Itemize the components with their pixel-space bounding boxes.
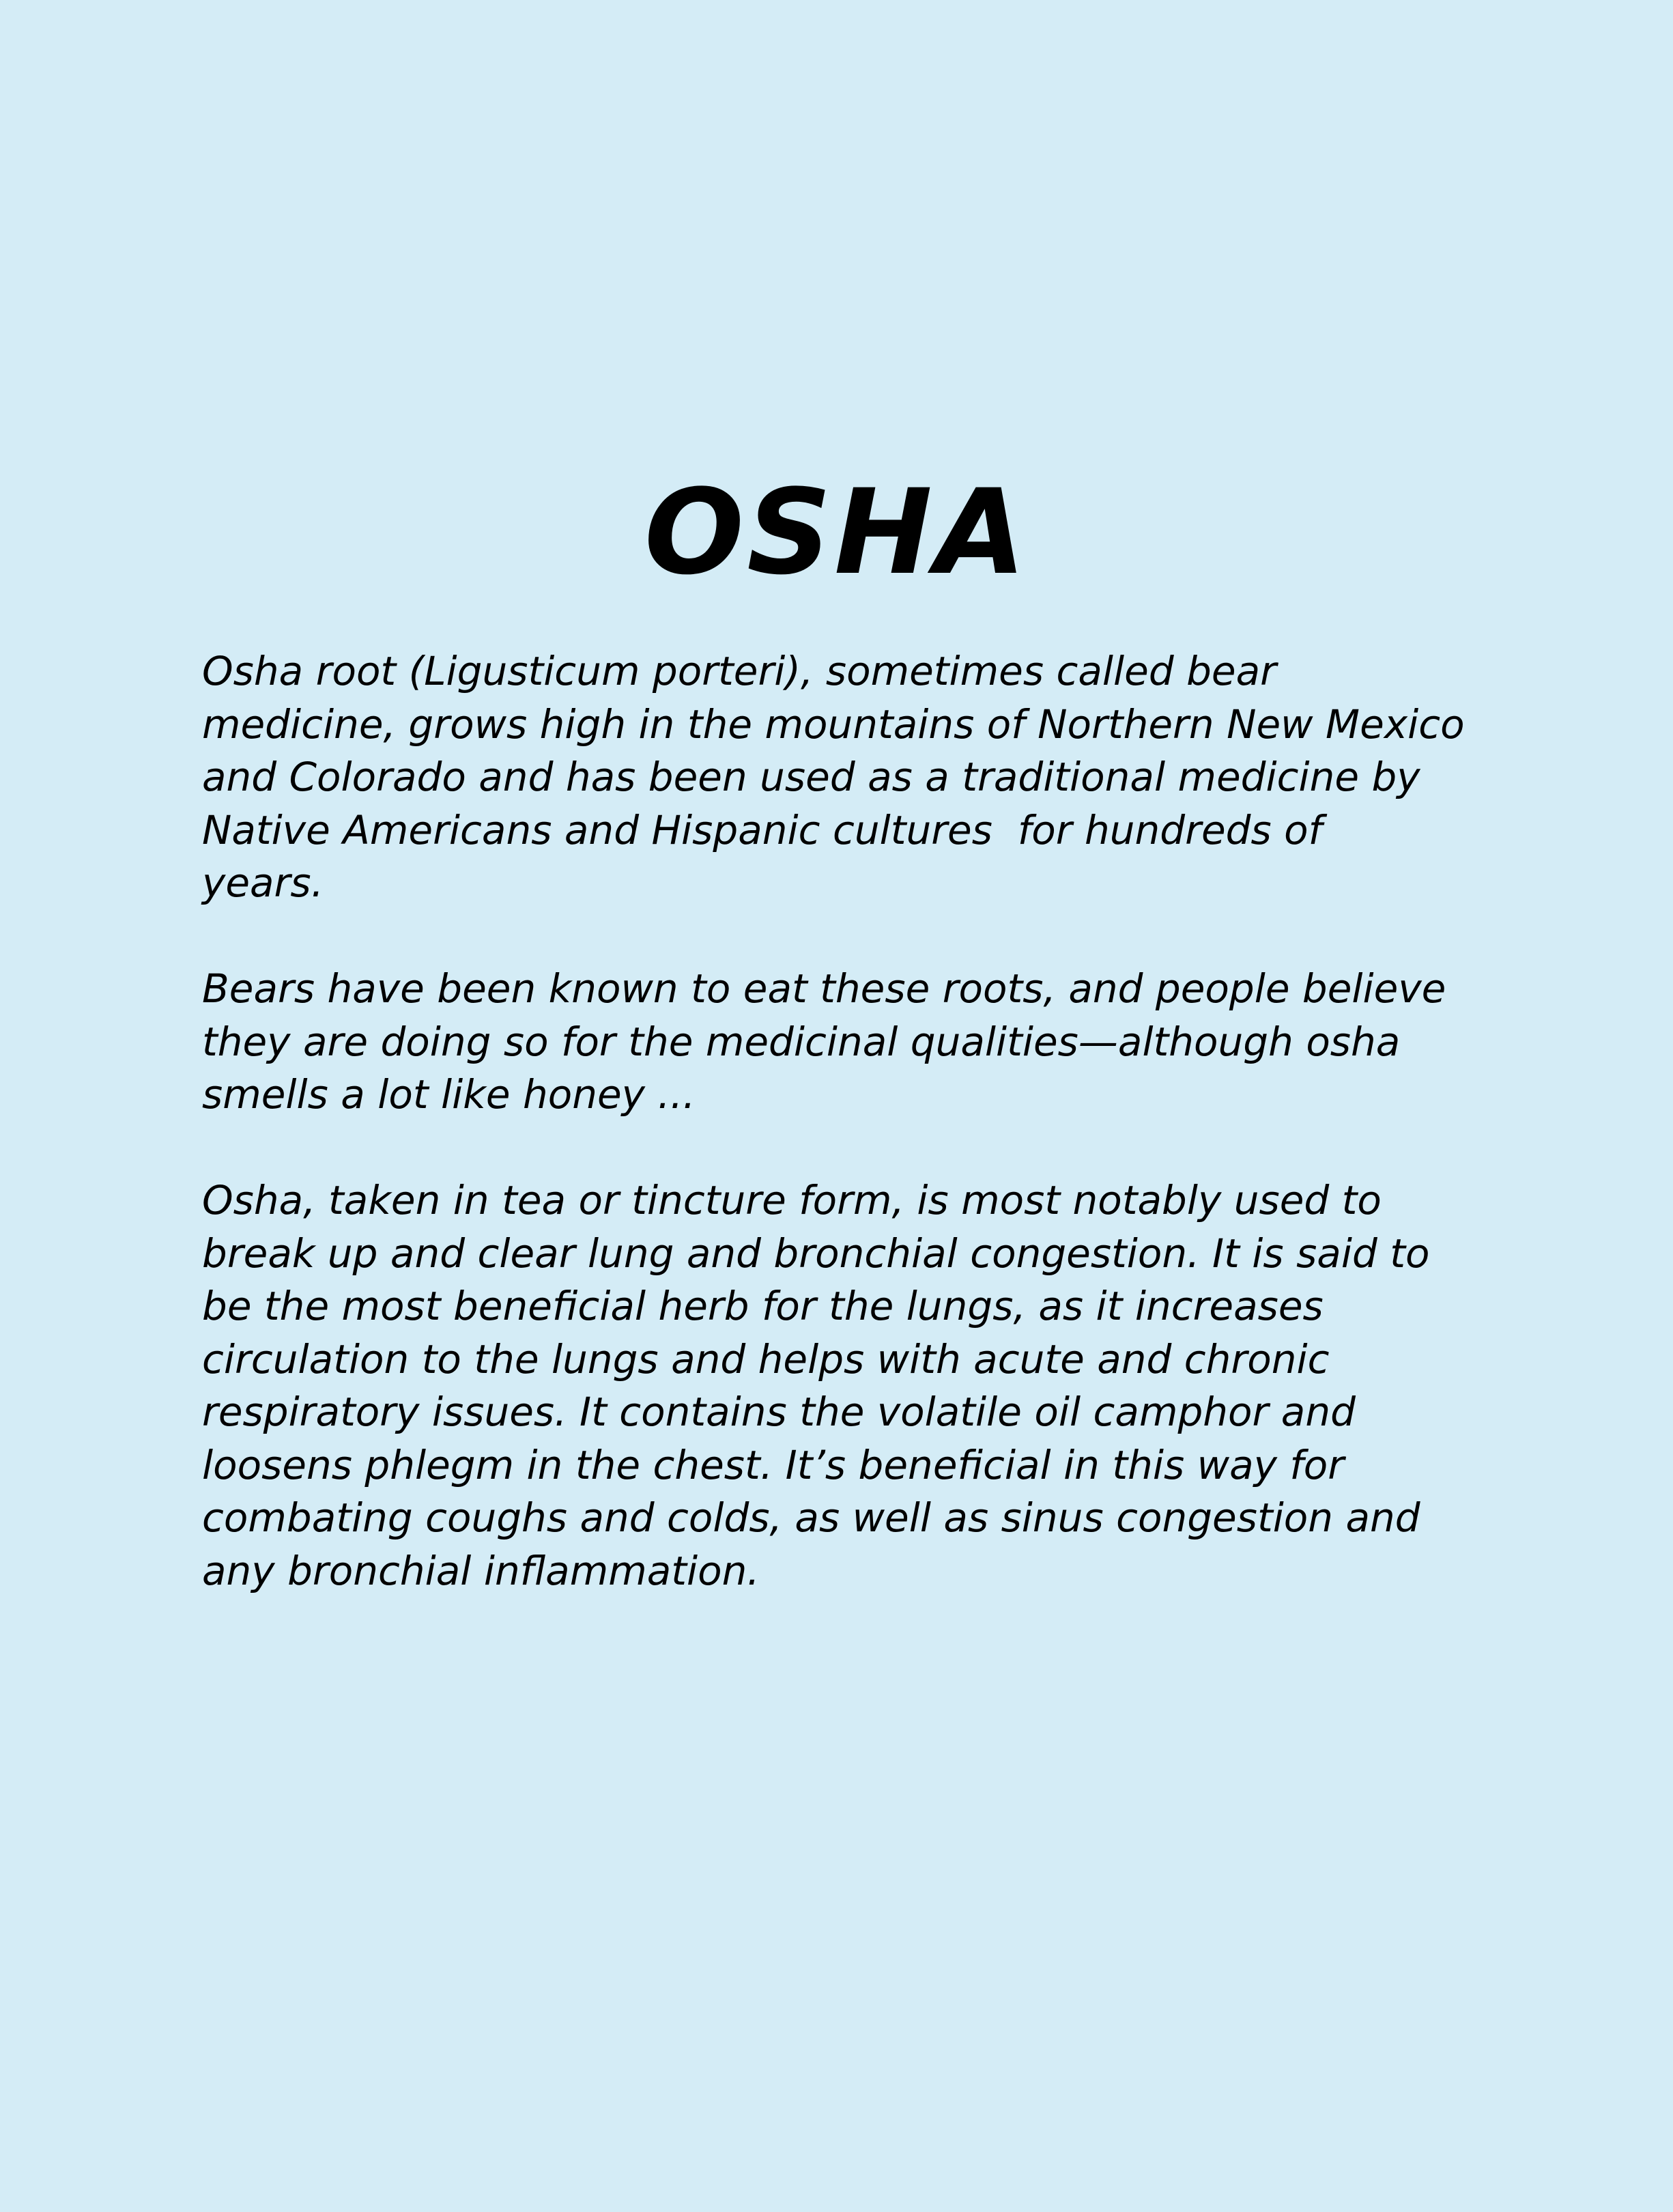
page-title: OSHA — [644, 464, 1029, 601]
text-line: be the most beneficial herb for the lungs, as it increases — [202, 1283, 1324, 1329]
text-line: Osha root (Ligusticum porteri), sometimes called bear — [202, 648, 1276, 694]
text-line: Native Americans and Hispanic cultures for hundreds of — [202, 806, 1323, 853]
text-line: break up and clear lung and bronchial congestion. It is said to — [202, 1230, 1430, 1277]
text-line: combating coughs and colds, as well as sinus congestion and — [202, 1494, 1420, 1541]
text-line: Osha, taken in tea or tincture form, is most notably used to — [202, 1177, 1382, 1223]
paragraph-bears — [202, 963, 1513, 1122]
text-line: they are doing so for the medicinal qualities—although osha — [202, 1018, 1401, 1065]
text-line: medicine, grows high in the mountains of Northern New Mexico — [202, 700, 1465, 748]
text-line: loosens phlegm in the chest. It’s beneficial in this way for — [202, 1441, 1345, 1488]
paragraph-intro — [202, 645, 1513, 910]
text-line: any bronchial inflammation. — [202, 1547, 760, 1594]
text-line: and Colorado and has been used as a traditional medicine by — [202, 754, 1420, 800]
text-line: circulation to the lungs and helps with acute and chronic — [202, 1335, 1330, 1382]
text-line: respiratory issues. It contains the volatile oil camphor and — [202, 1389, 1356, 1435]
text-line: smells a lot like honey ... — [202, 1071, 696, 1118]
text-line: Bears have been known to eat these roots, and people believe — [202, 965, 1446, 1012]
paragraph-uses — [202, 1174, 1513, 1598]
text-line: years. — [202, 860, 324, 906]
